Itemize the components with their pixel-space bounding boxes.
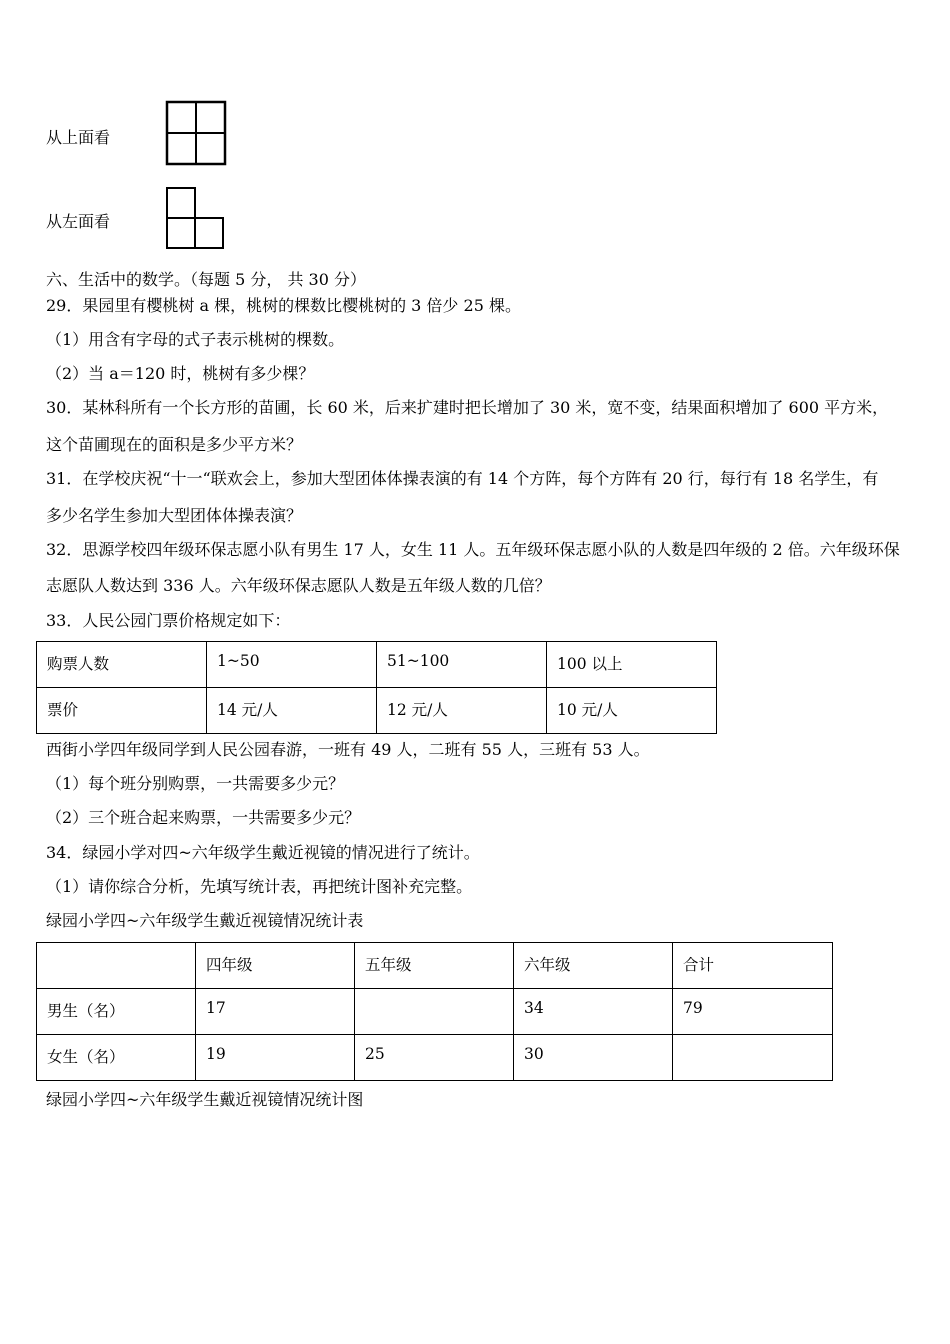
table-cell: 四年级	[196, 943, 355, 989]
ticket-price-table	[36, 641, 717, 734]
myopia-stats-table	[36, 942, 833, 1081]
table-cell: 25	[355, 1035, 514, 1081]
left-view-figure	[165, 186, 227, 252]
table-row	[37, 943, 833, 989]
table-cell: 17	[196, 989, 355, 1035]
table-cell: 51~100	[377, 642, 547, 688]
table-cell: 男生（名）	[37, 989, 196, 1035]
q33-context: 西街小学四年级同学到人民公园春游，一班有 49 人，二班有 55 人，三班有 53 人。	[46, 740, 650, 759]
section-heading: 六、生活中的数学。（每题 5 分， 共 30 分）	[46, 270, 366, 289]
q29-part1: （1）用含有字母的式子表示桃树的棵数。	[46, 330, 345, 349]
table-row	[37, 989, 833, 1035]
table-row	[37, 688, 717, 734]
q30-line1: 30．某林科所有一个长方形的苗圃，长 60 米，后来扩建时把长增加了 30 米，宽不变，结果面积增加了 600 平方米，	[46, 398, 889, 417]
table-cell: 票价	[37, 688, 207, 734]
table-cell: 34	[514, 989, 673, 1035]
q34-part1: （1）请你综合分析，先填写统计表，再把统计图补充完整。	[46, 877, 473, 896]
q30-line2: 这个苗圃现在的面积是多少平方米？	[46, 435, 303, 454]
table-cell	[673, 1035, 833, 1081]
table-row	[37, 642, 717, 688]
q32-line2: 志愿队人数达到 336 人。六年级环保志愿队人数是五年级人数的几倍？	[46, 576, 551, 595]
table-cell: 10 元/人	[547, 688, 717, 734]
q33-part1: （1）每个班分别购票，一共需要多少元？	[46, 774, 345, 793]
q34-table-title: 绿园小学四~六年级学生戴近视镜情况统计表	[46, 911, 364, 930]
table-cell: 六年级	[514, 943, 673, 989]
table-cell: 合计	[673, 943, 833, 989]
q32-line1: 32．思源学校四年级环保志愿小队有男生 17 人，女生 11 人。五年级环保志愿小队的人数是四年级的 2 倍。六年级环保	[46, 540, 900, 559]
q33-part2: （2）三个班合起来购票，一共需要多少元？	[46, 808, 361, 827]
table-cell: 女生（名）	[37, 1035, 196, 1081]
table-row	[37, 1035, 833, 1081]
q33-stem: 33．人民公园门票价格规定如下：	[46, 611, 291, 630]
table-cell: 五年级	[355, 943, 514, 989]
table-cell: 购票人数	[37, 642, 207, 688]
table-cell: 100 以上	[547, 642, 717, 688]
table-cell: 19	[196, 1035, 355, 1081]
table-cell: 79	[673, 989, 833, 1035]
table-cell: 1~50	[207, 642, 377, 688]
table-cell: 14 元/人	[207, 688, 377, 734]
q31-line1: 31．在学校庆祝“十一“联欢会上，参加大型团体体操表演的有 14 个方阵，每个方阵有 20 行，每行有 18 名学生，有	[46, 469, 879, 488]
left-view-label: 从左面看	[46, 212, 111, 231]
top-view-label: 从上面看	[46, 128, 111, 147]
top-view-figure	[165, 100, 227, 168]
q29-part2: （2）当 a＝120 时，桃树有多少棵？	[46, 364, 315, 383]
table-cell: 12 元/人	[377, 688, 547, 734]
q34-stem: 34．绿园小学对四~六年级学生戴近视镜的情况进行了统计。	[46, 843, 480, 862]
table-cell	[355, 989, 514, 1035]
table-cell	[37, 943, 196, 989]
table-cell: 30	[514, 1035, 673, 1081]
q29-stem: 29．果园里有樱桃树 a 棵，桃树的棵数比樱桃树的 3 倍少 25 棵。	[46, 296, 521, 315]
q31-line2: 多少名学生参加大型团体体操表演？	[46, 506, 303, 525]
q34-chart-title: 绿园小学四~六年级学生戴近视镜情况统计图	[46, 1090, 364, 1109]
